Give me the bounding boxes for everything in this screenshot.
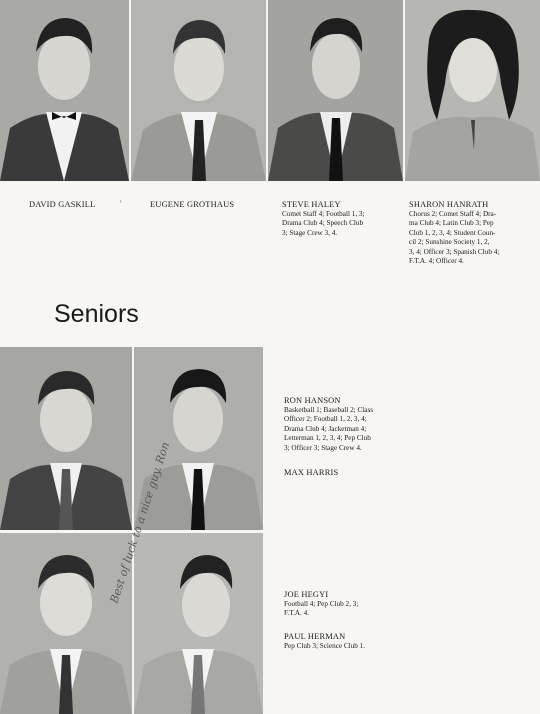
student-name: PAUL HERMAN <box>284 632 346 641</box>
stray-mark: ' <box>120 199 122 208</box>
student-name: JOE HEGYI <box>284 590 329 599</box>
student-name: EUGENE GROTHAUS <box>150 200 235 209</box>
student-name: MAX HARRIS <box>284 468 339 477</box>
portrait-david-gaskill <box>0 0 129 181</box>
portrait-image <box>0 347 132 530</box>
student-name: DAVID GASKILL <box>29 200 96 209</box>
student-name: STEVE HALEY <box>282 200 341 209</box>
portrait-steve-haley <box>268 0 403 181</box>
student-name: RON HANSON <box>284 396 341 405</box>
portrait-image <box>405 0 540 181</box>
portrait-image <box>0 533 132 714</box>
portrait-sharon-hanrath <box>405 0 540 181</box>
section-title: Seniors <box>54 300 139 328</box>
portrait-image <box>134 347 263 530</box>
portrait-eugene-grothaus <box>131 0 266 181</box>
portrait-max-harris <box>134 347 263 530</box>
portrait-image <box>268 0 403 181</box>
student-activities: Chorus 2; Comet Staff 4; Dra- ma Club 4; Latin Club 3; Pep Club 1, 2, 3, 4; Student Coun- cil 2; Sunshine Society 1, 2, 3, 4; Officer 3; Spanish Club 4; F.T.A. 4; Officer 4. <box>409 210 500 266</box>
student-activities: Basketball 1; Baseball 2; Class Officer 2; Football 1, 2, 3, 4; Drama Club 4; Jacketman 4; Letterman 1, 2, 3, 4; Pep Club 3; Officer 3; Stage Crew 4. <box>284 406 374 452</box>
portrait-image <box>0 0 129 181</box>
portrait-joe-hegyi <box>0 533 132 714</box>
portrait-image <box>131 0 266 181</box>
student-activities: Comet Staff 4; Football 1, 3; Drama Club 4; Speech Club 3; Stage Crew 3, 4. <box>282 210 365 237</box>
handwritten-autograph: Best of to <box>107 524 145 605</box>
student-activities: Pep Club 3; Science Club 1. <box>284 642 366 650</box>
student-activities: Football 4; Pep Club 2, 3; F.T.A. 4. <box>284 600 359 618</box>
portrait-ron-hanson <box>0 347 132 530</box>
student-name: SHARON HANRATH <box>409 200 489 209</box>
